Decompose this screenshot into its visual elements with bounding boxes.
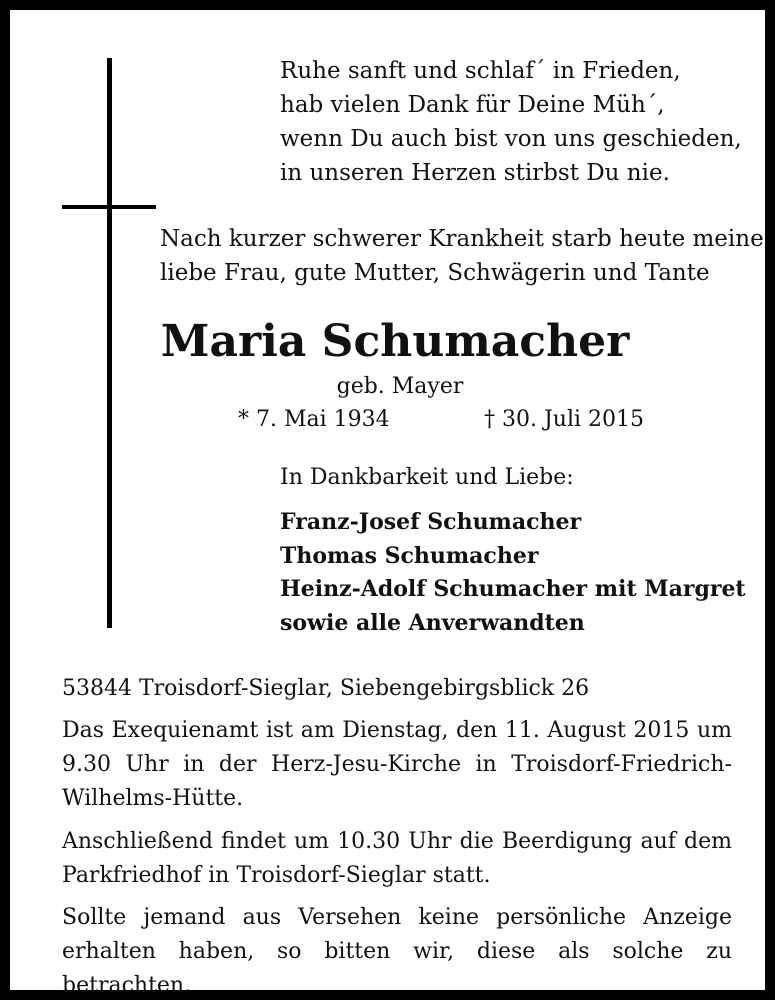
notice-request: Sollte jemand aus Versehen keine persönliche Anzeige erhalten haben, so bitten wir, diese als solche zu betrachten. — [62, 905, 732, 998]
mourner-name: Thomas Schumacher — [280, 542, 539, 569]
poem-line: hab vielen Dank für Deine Müh´, — [280, 92, 665, 118]
cross-icon-horizontal-bar — [62, 205, 156, 209]
mourner-name: Heinz-Adolf Schumacher mit Margret — [280, 576, 746, 602]
cross-icon-vertical-bar — [107, 58, 112, 628]
poem-line: Ruhe sanft und schlaf´ in Frieden, — [280, 58, 681, 84]
mourner-name: Franz-Josef Schumacher — [280, 509, 582, 535]
birth-date: * 7. Mai 1934 — [238, 407, 390, 432]
announcement-line: Nach kurzer schwerer Krankheit starb heute meine — [160, 226, 764, 252]
announcement-line: liebe Frau, gute Mutter, Schwägerin und Tante — [160, 260, 710, 286]
deceased-name: Maria Schumacher — [160, 316, 630, 367]
service-info: Das Exequienamt ist am Dienstag, den 11. August 2015 um 9.30 Uhr in der Herz-Jesu-Kirche in Troisdorf-Friedrich-Wilhelms-Hütte. — [62, 718, 732, 811]
family-address: 53844 Troisdorf-Sieglar, Siebengebirgsblick 26 — [62, 676, 590, 701]
poem-line: in unseren Herzen stirbst Du nie. — [280, 160, 670, 186]
birth-name: geb. Mayer — [336, 374, 464, 399]
mourners-heading: In Dankbarkeit und Liebe: — [280, 465, 574, 490]
death-date: † 30. Juli 2015 — [484, 407, 645, 432]
poem-line: wenn Du auch bist von uns geschieden, — [280, 126, 742, 152]
mourner-name: sowie alle Anverwandten — [280, 609, 585, 636]
mourners-list — [280, 506, 746, 640]
memorial-poem — [280, 54, 740, 190]
death-announcement — [160, 222, 764, 290]
burial-info: Anschließend findet um 10.30 Uhr die Beerdigung auf dem Parkfriedhof in Troisdorf-Sieglar statt. — [62, 829, 732, 888]
